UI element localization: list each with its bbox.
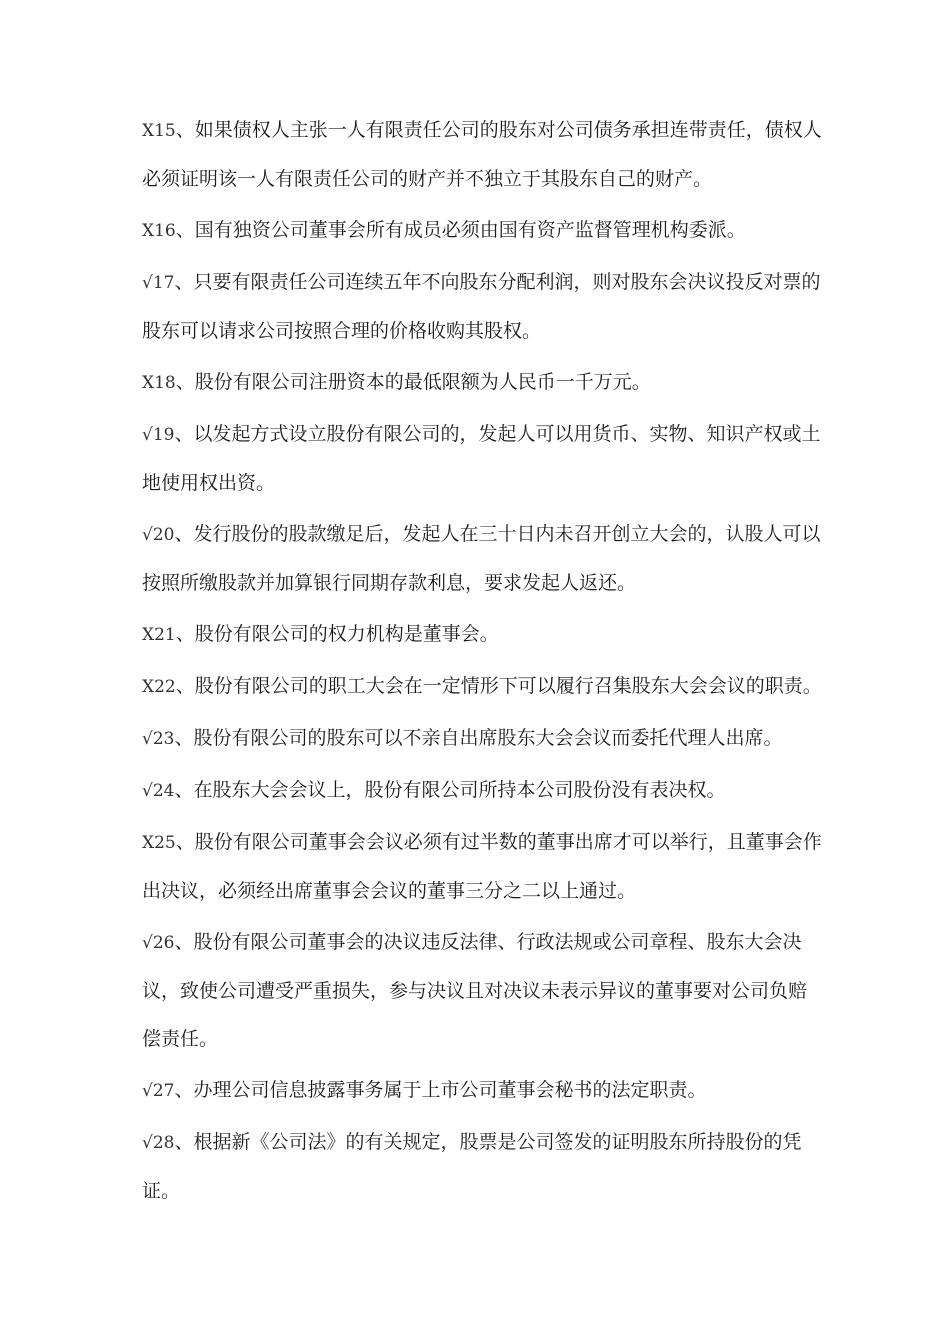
- answer-mark: X15: [142, 121, 176, 141]
- question-item-26: [142, 918, 822, 1063]
- question-list: [142, 106, 822, 1215]
- answer-mark: √27: [142, 1081, 175, 1101]
- question-text: 、股份有限公司的职工大会在一定情形下可以履行召集股东大会会议的职责。: [175, 675, 822, 697]
- question-text: 、股份有限公司的股东可以不亲自出席股东大会会议而委托代理人出席。: [174, 727, 783, 749]
- question-text: 、股份有限公司注册资本的最低限额为人民币一千万元。: [175, 371, 651, 393]
- question-item-25: [142, 818, 822, 915]
- answer-mark: √19: [142, 425, 175, 445]
- answer-mark: X22: [142, 677, 176, 697]
- question-item-24: [142, 766, 822, 815]
- question-item-21: [142, 610, 822, 659]
- answer-mark: √17: [142, 273, 175, 293]
- question-item-27: [142, 1066, 822, 1115]
- question-item-15: [142, 106, 822, 203]
- answer-mark: X21: [142, 625, 176, 645]
- question-text: 、股份有限公司董事会会议必须有过半数的董事出席才可以举行，且董事会作出决议，必须经出席董事会会议的董事三分之二以上通过。: [142, 831, 822, 902]
- question-text: 、股份有限公司董事会的决议违反法律、行政法规或公司章程、股东大会决议，致使公司遭受严重损失，参与决议且对决议未表示异议的董事要对公司负赔偿责任。: [142, 931, 808, 1050]
- question-text: 、国有独资公司董事会所有成员必须由国有资产监督管理机构委派。: [175, 219, 746, 241]
- question-text: 、如果债权人主张一人有限责任公司的股东对公司债务承担连带责任，债权人必须证明该一人有限责任公司的财产并不独立于其股东自己的财产。: [142, 119, 822, 190]
- answer-mark: X16: [142, 221, 176, 241]
- answer-mark: √23: [142, 729, 175, 749]
- answer-mark: √24: [142, 781, 175, 801]
- question-text: 、根据新《公司法》的有关规定，股票是公司签发的证明股东所持股份的凭证。: [142, 1131, 802, 1202]
- question-item-22: [142, 662, 822, 711]
- question-text: 、在股东大会会议上，股份有限公司所持本公司股份没有表决权。: [174, 779, 726, 801]
- answer-mark: X18: [142, 373, 176, 393]
- question-item-19: [142, 410, 822, 507]
- answer-mark: √26: [142, 933, 175, 953]
- question-text: 、股份有限公司的权力机构是董事会。: [175, 623, 499, 645]
- answer-mark: √28: [142, 1133, 175, 1153]
- answer-mark: X25: [142, 833, 176, 853]
- question-item-17: [142, 258, 822, 355]
- question-text: 、办理公司信息披露事务属于上市公司董事会秘书的法定职责。: [174, 1079, 707, 1101]
- question-text: 、只要有限责任公司连续五年不向股东分配利润，则对股东会决议投反对票的股东可以请求公司按照合理的价格收购其股权。: [142, 271, 821, 342]
- question-item-23: [142, 714, 822, 763]
- question-text: 、以发起方式设立股份有限公司的，发起人可以用货币、实物、知识产权或土地使用权出资。: [142, 423, 821, 494]
- question-item-28: [142, 1118, 822, 1215]
- question-item-18: [142, 358, 822, 407]
- question-item-20: [142, 510, 822, 607]
- question-text: 、发行股份的股款缴足后，发起人在三十日内未召开创立大会的，认股人可以按照所缴股款并加算银行同期存款利息，要求发起人返还。: [142, 523, 821, 594]
- question-item-16: [142, 206, 822, 255]
- answer-mark: √20: [142, 525, 175, 545]
